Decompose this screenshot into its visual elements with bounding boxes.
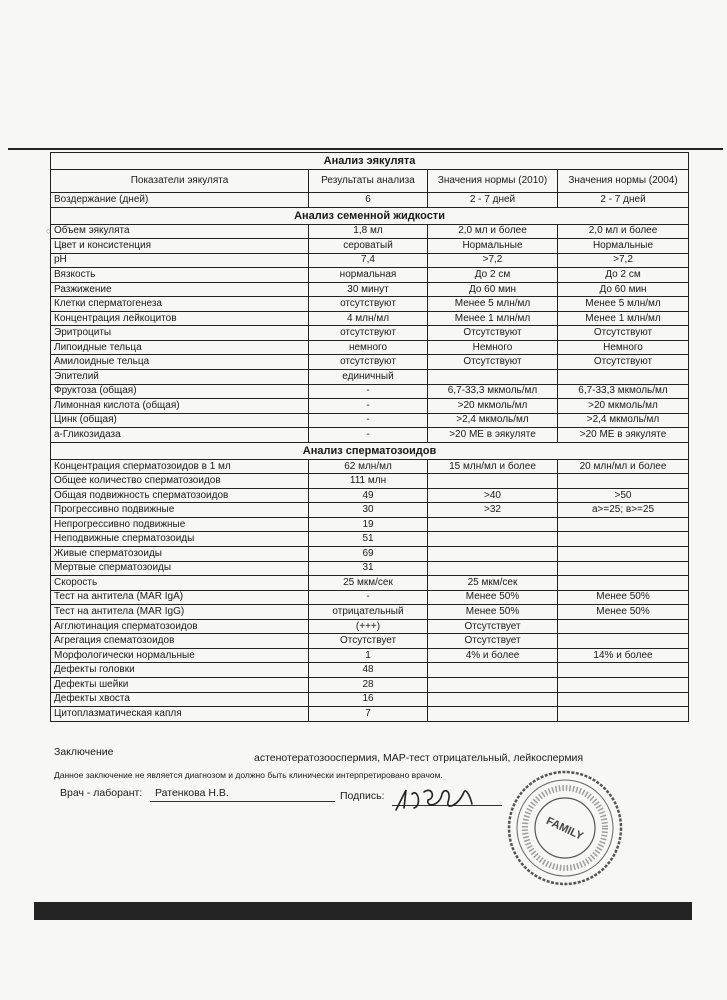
row-norm-2010: Отсутствуют: [428, 355, 558, 370]
row-result: 4 млн/мл: [309, 311, 428, 326]
fluid-row: [51, 384, 689, 399]
row-label: Вязкость: [51, 268, 309, 283]
row-label: Тест на антитела (MAR IgA): [51, 590, 309, 605]
row-norm-2010: 2 - 7 дней: [428, 193, 558, 208]
header-result: Результаты анализа: [309, 170, 428, 193]
sperm-row: [51, 532, 689, 547]
sperm-row: [51, 692, 689, 707]
row-label: Тест на антитела (MAR IgG): [51, 605, 309, 620]
clinic-stamp: [506, 768, 624, 888]
row-label: Морфологически нормальные: [51, 648, 309, 663]
row-norm-2004: [558, 517, 689, 532]
row-norm-2004: >2,4 мкмоль/мл: [558, 413, 689, 428]
row-result: 28: [309, 677, 428, 692]
analysis-table: [50, 152, 689, 722]
row-result: отрицательный: [309, 605, 428, 620]
row-norm-2010: Менее 50%: [428, 605, 558, 620]
row-norm-2010: [428, 561, 558, 576]
row-norm-2010: 6,7-33,3 мкмоль/мл: [428, 384, 558, 399]
row-label: Концентрация лейкоцитов: [51, 311, 309, 326]
sperm-row: [51, 503, 689, 518]
row-result: -: [309, 399, 428, 414]
table-title: Анализ эякулята: [51, 153, 689, 170]
row-norm-2004: До 60 мин: [558, 282, 689, 297]
row-label: Скорость: [51, 576, 309, 591]
row-norm-2010: [428, 707, 558, 722]
row-norm-2010: 15 млн/мл и более: [428, 459, 558, 474]
row-result: 30 минут: [309, 282, 428, 297]
sperm-row: [51, 677, 689, 692]
row-norm-2004: Менее 50%: [558, 590, 689, 605]
row-norm-2010: Отсутствует: [428, 634, 558, 649]
row-norm-2010: До 60 мин: [428, 282, 558, 297]
conclusion-value: астенотератозооспермия, МАР-тест отрицательный, лейкоспермия: [254, 752, 584, 764]
row-norm-2010: 25 мкм/сек: [428, 576, 558, 591]
row-label: Цинк (общая): [51, 413, 309, 428]
doctor-name: Ратенкова Н.В.: [155, 787, 229, 799]
row-result: 30: [309, 503, 428, 518]
row-result: 6: [309, 193, 428, 208]
row-label: Дефекты хвоста: [51, 692, 309, 707]
header-param: Показатели эякулята: [51, 170, 309, 193]
row-label: Мертвые сперматозоиды: [51, 561, 309, 576]
row-norm-2004: 2 - 7 дней: [558, 193, 689, 208]
row-label: Непрогрессивно подвижные: [51, 517, 309, 532]
row-norm-2010: 2,0 мл и более: [428, 224, 558, 239]
row-result: 7,4: [309, 253, 428, 268]
doctor-label: Врач - лаборант:: [60, 787, 143, 799]
row-label: Цитоплазматическая капля: [51, 707, 309, 722]
red-tick-mark: ○: [46, 226, 52, 236]
row-result: 69: [309, 547, 428, 562]
row-norm-2004: Немного: [558, 340, 689, 355]
row-label: Концентрация сперматозоидов в 1 мл: [51, 459, 309, 474]
row-norm-2004: [558, 663, 689, 678]
row-result: 49: [309, 488, 428, 503]
sperm-row: [51, 634, 689, 649]
fluid-row: [51, 224, 689, 239]
row-norm-2004: Отсутствуют: [558, 326, 689, 341]
row-norm-2004: 14% и более: [558, 648, 689, 663]
fluid-row: [51, 413, 689, 428]
header-norm-2004: Значения нормы (2004): [558, 170, 689, 193]
row-norm-2004: [558, 370, 689, 385]
sperm-row: [51, 590, 689, 605]
row-norm-2010: >7,2: [428, 253, 558, 268]
fluid-row: [51, 268, 689, 283]
fluid-row: [51, 370, 689, 385]
fluid-row: [51, 253, 689, 268]
row-label: pH: [51, 253, 309, 268]
row-norm-2004: [558, 547, 689, 562]
row-result: отсутствуют: [309, 326, 428, 341]
row-label: Дефекты головки: [51, 663, 309, 678]
row-result: 1,8 мл: [309, 224, 428, 239]
sperm-row: [51, 576, 689, 591]
row-label: Объем эякулята: [51, 224, 309, 239]
conclusion-label: Заключение: [54, 746, 114, 758]
row-label: Агрегация спематозоидов: [51, 634, 309, 649]
row-norm-2004: 2,0 мл и более: [558, 224, 689, 239]
row-norm-2010: [428, 532, 558, 547]
row-norm-2010: >32: [428, 503, 558, 518]
row-result: 25 мкм/сек: [309, 576, 428, 591]
row-norm-2010: [428, 692, 558, 707]
row-result: -: [309, 428, 428, 443]
row-norm-2010: [428, 547, 558, 562]
scan-bottom-bar: [34, 902, 692, 920]
row-norm-2010: Отсутствует: [428, 619, 558, 634]
row-result: 7: [309, 707, 428, 722]
row-norm-2004: [558, 619, 689, 634]
sperm-row: [51, 547, 689, 562]
row-label: Воздержание (дней): [51, 193, 309, 208]
sperm-row: [51, 474, 689, 489]
row-label: Дефекты шейки: [51, 677, 309, 692]
row-result: 19: [309, 517, 428, 532]
row-label: Амилоидные тельца: [51, 355, 309, 370]
scan-edge-line: [8, 148, 723, 150]
sperm-row: [51, 663, 689, 678]
row-result: -: [309, 590, 428, 605]
row-label: Прогрессивно подвижные: [51, 503, 309, 518]
row-norm-2010: [428, 517, 558, 532]
section-sperm-title: Анализ сперматозоидов: [51, 442, 689, 459]
stamp-label: FAMILY: [544, 815, 585, 843]
row-result: 51: [309, 532, 428, 547]
row-result: 16: [309, 692, 428, 707]
disclaimer-note: Данное заключение не является диагнозом и должно быть клинически интерпретировано врачом.: [54, 770, 443, 780]
row-norm-2004: 6,7-33,3 мкмоль/мл: [558, 384, 689, 399]
row-norm-2004: а>=25; в>=25: [558, 503, 689, 518]
row-norm-2010: Менее 1 млн/мл: [428, 311, 558, 326]
row-result: немного: [309, 340, 428, 355]
fluid-row: [51, 399, 689, 414]
row-norm-2004: 20 млн/мл и более: [558, 459, 689, 474]
row-norm-2010: [428, 663, 558, 678]
row-label: Общее количество сперматозоидов: [51, 474, 309, 489]
row-label: Эритроциты: [51, 326, 309, 341]
row-label: Эпителий: [51, 370, 309, 385]
fluid-row: [51, 297, 689, 312]
row-norm-2010: >2,4 мкмоль/мл: [428, 413, 558, 428]
sperm-row: [51, 517, 689, 532]
row-norm-2010: >20 МЕ в эякуляте: [428, 428, 558, 443]
sperm-row: [51, 488, 689, 503]
row-label: а-Гликозидаза: [51, 428, 309, 443]
row-norm-2010: До 2 см: [428, 268, 558, 283]
fluid-row: [51, 340, 689, 355]
row-result: 31: [309, 561, 428, 576]
row-result: Отсутствует: [309, 634, 428, 649]
row-result: сероватый: [309, 239, 428, 254]
row-result: (+++): [309, 619, 428, 634]
fluid-row: [51, 428, 689, 443]
row-norm-2010: 4% и более: [428, 648, 558, 663]
sperm-row: [51, 648, 689, 663]
doctor-underline: [150, 801, 335, 802]
fluid-row: [51, 355, 689, 370]
row-result: отсутствуют: [309, 297, 428, 312]
row-norm-2004: >20 мкмоль/мл: [558, 399, 689, 414]
row-norm-2004: До 2 см: [558, 268, 689, 283]
section-fluid-title: Анализ семенной жидкости: [51, 207, 689, 224]
row-norm-2004: >7,2: [558, 253, 689, 268]
row-result: 62 млн/мл: [309, 459, 428, 474]
row-result: -: [309, 413, 428, 428]
row-label: Фруктоза (общая): [51, 384, 309, 399]
row-result: 48: [309, 663, 428, 678]
row-norm-2010: Менее 50%: [428, 590, 558, 605]
row-norm-2004: [558, 677, 689, 692]
row-label: Липоидные тельца: [51, 340, 309, 355]
row-result: нормальная: [309, 268, 428, 283]
row-norm-2004: Нормальные: [558, 239, 689, 254]
sperm-row: [51, 561, 689, 576]
row-result: 1: [309, 648, 428, 663]
fluid-row: [51, 239, 689, 254]
row-norm-2010: Нормальные: [428, 239, 558, 254]
row-label: Живые сперматозоиды: [51, 547, 309, 562]
signature-label: Подпись:: [340, 790, 385, 802]
row-norm-2010: [428, 677, 558, 692]
row-norm-2010: Отсутствуют: [428, 326, 558, 341]
row-norm-2004: Менее 50%: [558, 605, 689, 620]
row-label: Неподвижные сперматозоиды: [51, 532, 309, 547]
row-norm-2004: [558, 561, 689, 576]
row-result: отсутствуют: [309, 355, 428, 370]
row-norm-2004: [558, 634, 689, 649]
row-result: единичный: [309, 370, 428, 385]
row-norm-2010: >40: [428, 488, 558, 503]
row-norm-2004: [558, 692, 689, 707]
row-norm-2004: [558, 576, 689, 591]
fluid-row: [51, 311, 689, 326]
sperm-row: [51, 619, 689, 634]
row-label: Агглютинация сперматозоидов: [51, 619, 309, 634]
fluid-row: [51, 326, 689, 341]
row-norm-2004: [558, 532, 689, 547]
row-result: 111 млн: [309, 474, 428, 489]
row-norm-2004: Менее 5 млн/мл: [558, 297, 689, 312]
row-norm-2004: [558, 474, 689, 489]
row-label: Цвет и консистенция: [51, 239, 309, 254]
abstinence-row: [51, 193, 689, 208]
fluid-row: [51, 282, 689, 297]
row-norm-2010: Немного: [428, 340, 558, 355]
row-norm-2004: >50: [558, 488, 689, 503]
row-norm-2004: [558, 707, 689, 722]
sperm-row: [51, 605, 689, 620]
row-norm-2004: Отсутствуют: [558, 355, 689, 370]
handwritten-signature: [392, 784, 482, 814]
row-label: Клетки сперматогенеза: [51, 297, 309, 312]
row-norm-2010: [428, 370, 558, 385]
row-norm-2010: [428, 474, 558, 489]
sperm-row: [51, 707, 689, 722]
row-label: Лимонная кислота (общая): [51, 399, 309, 414]
row-label: Общая подвижность сперматозоидов: [51, 488, 309, 503]
sperm-row: [51, 459, 689, 474]
row-norm-2010: >20 мкмоль/мл: [428, 399, 558, 414]
row-norm-2004: >20 МЕ в эякуляте: [558, 428, 689, 443]
row-norm-2004: Менее 1 млн/мл: [558, 311, 689, 326]
header-row: [51, 170, 689, 193]
row-label: Разжижение: [51, 282, 309, 297]
header-norm-2010: Значения нормы (2010): [428, 170, 558, 193]
row-result: -: [309, 384, 428, 399]
row-norm-2010: Менее 5 млн/мл: [428, 297, 558, 312]
